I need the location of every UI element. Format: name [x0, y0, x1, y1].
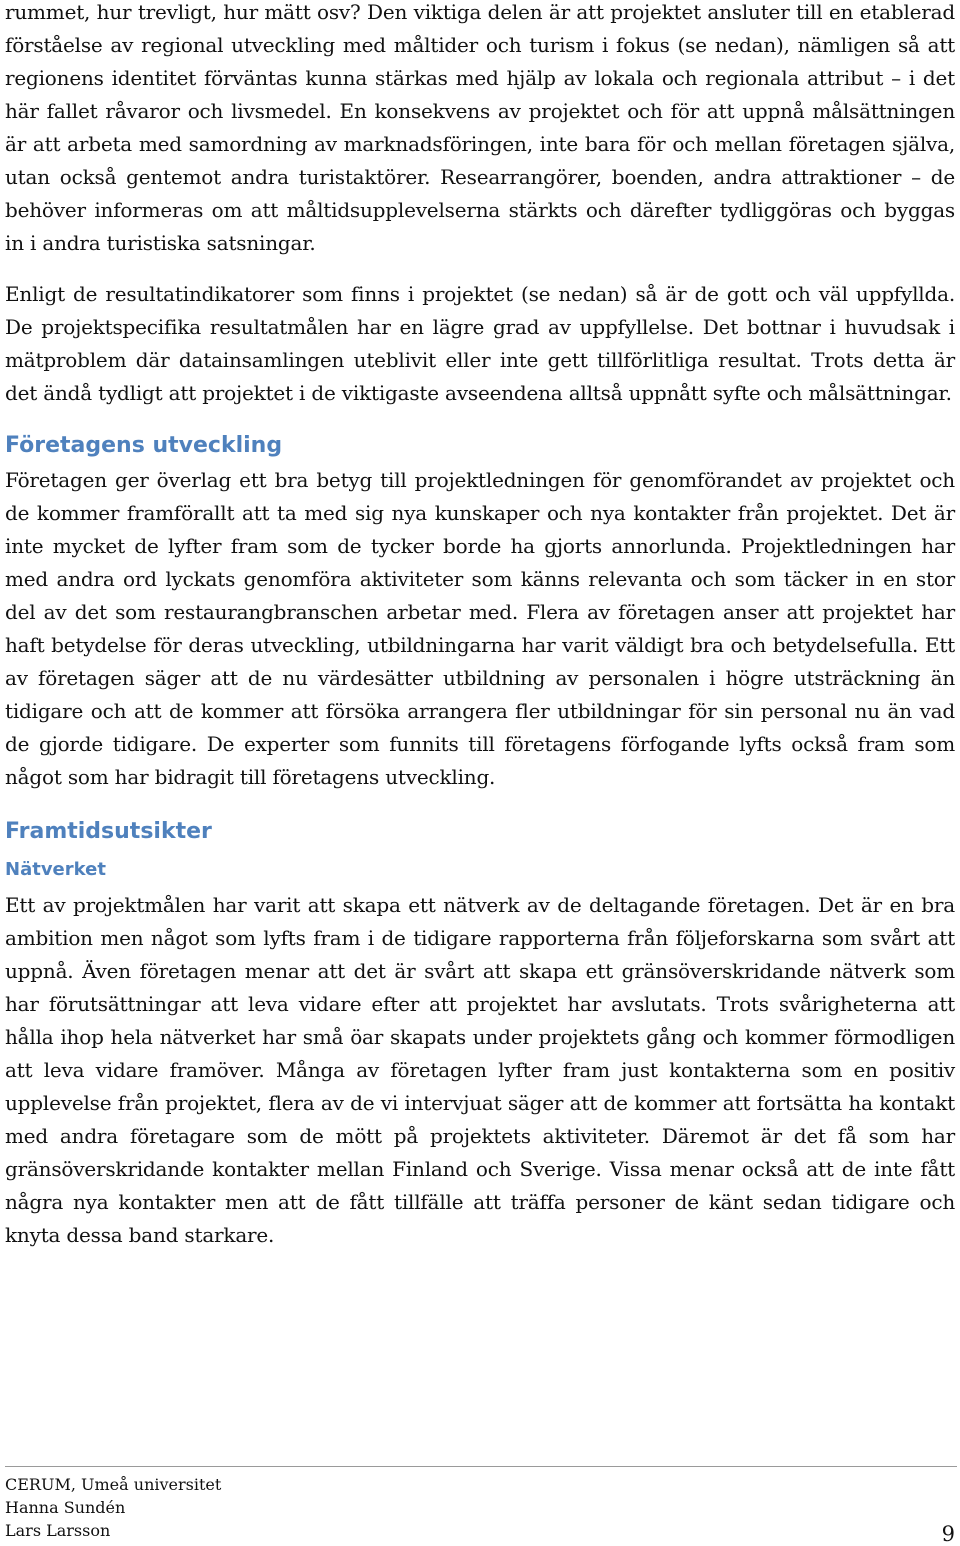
footer-author: Lars Larsson: [5, 1521, 111, 1540]
page-footer: [5, 1466, 957, 1546]
footer-author: Hanna Sundén: [5, 1498, 126, 1517]
page-number: 9: [941, 1522, 955, 1546]
subsection-heading-natverket: Nätverket: [5, 859, 106, 880]
body-paragraph: Enligt de resultatindikatorer som finns i projektet (se nedan) så är de gott och väl uppfyllda. De projektspecifika resultatmålen har en lägre grad av uppfyllelse. Det bottnar i huvudsak i mätproblem där datainsamlingen uteblivit eller inte gett tillförlitliga resultat. Trots detta är det ändå tydligt att projektet i de viktigaste avseendena alltså uppnått syfte och målsättningar.: [5, 282, 955, 405]
section-heading-framtidsutsikter: Framtidsutsikter: [5, 819, 212, 844]
section-heading-foretagens-utveckling: Företagens utveckling: [5, 433, 283, 458]
body-paragraph: Ett av projektmålen har varit att skapa ett nätverk av de deltagande företagen. Det är en bra ambition men något som lyfts fram i de tidigare rapporterna från följeforskarna som svårt att uppnå. Även företagen menar att det är svårt att skapa ett gränsöverskridande nätverk som har förutsättningar att leva vidare efter att projektet har avslutats. Trots svårigheterna att hålla ihop hela nätverket har små öar skapats under projektets gång och kommer förmodligen att leva vidare framöver. Många av företagen lyfter fram just kontakterna som en positiv upplevelse från projektet, flera av de vi intervjuat säger att de kommer att fortsätta ha kontakt med andra företagare som de mött på projektets aktiviteter. Däremot är det få som har gränsöverskridande kontakter mellan Finland och Sverige. Vissa menar också att de inte fått några nya kontakter men att de fått tillfälle att träffa personer de känt sedan tidigare och knyta dessa band starkare.: [5, 893, 955, 1247]
document-page: [5, 0, 955, 1252]
body-paragraph: rummet, hur trevligt, hur mätt osv? Den viktiga delen är att projektet ansluter till en etablerad förståelse av regional utveckling med måltider och turism i fokus (se nedan), nämligen så att regionens identitet förväntas kunna stärkas med hjälp av lokala och regionala attribut – i det här fallet råvaror och livsmedel. En konsekvens av projektet och för att uppnå målsättningen är att arbeta med samordning av marknadsföringen, inte bara för och mellan företagen själva, utan också gentemot andra turistaktörer. Researrangörer, boenden, andra attraktioner – de behöver informeras om att måltidsupplevelserna stärkts och därefter tydliggöras och byggas in i andra turistiska satsningar.: [5, 0, 955, 255]
footer-institution: CERUM, Umeå universitet: [5, 1475, 222, 1494]
body-paragraph: Företagen ger överlag ett bra betyg till projektledningen för genomförandet av projektet och de kommer framförallt att ta med sig nya kunskaper och nya kontakter från projektet. Det är inte mycket de lyfter fram som de tycker borde ha gjorts annorlunda. Projektledningen har med andra ord lyckats genomföra aktiviteter som känns relevanta och som täcker in en stor del av det som restaurangbranschen arbetar med. Flera av företagen anser att projektet har haft betydelse för deras utveckling, utbildningarna har varit väldigt bra och betydelsefulla. Ett av företagen säger att de nu värdesätter utbildning av personalen i högre utsträckning än tidigare och att de kommer att försöka arrangera fler utbildningar för sin personal nu än vad de gjorde tidigare. De experter som funnits till företagens förfogande lyfts också fram som något som har bidragit till företagens utveckling.: [5, 468, 955, 789]
